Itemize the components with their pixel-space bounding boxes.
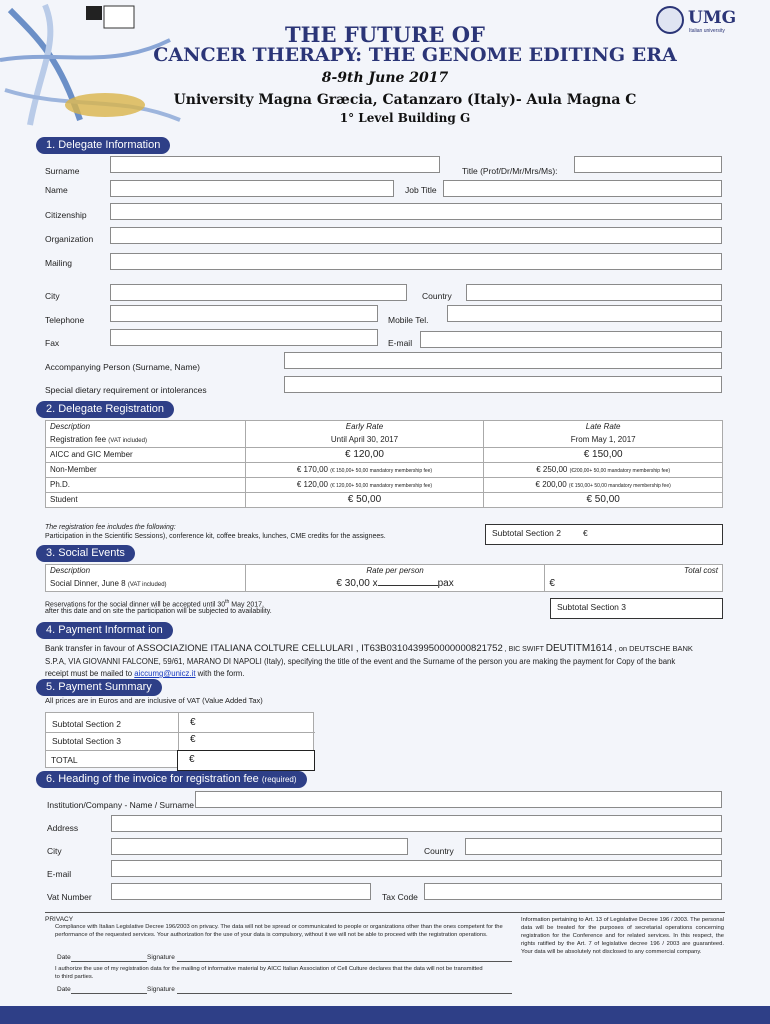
umg-seal-icon bbox=[656, 6, 684, 34]
institution-field[interactable] bbox=[195, 791, 722, 808]
section-3-heading: 3. Social Events bbox=[36, 545, 135, 562]
col-description: Description bbox=[46, 565, 246, 577]
row-label: AICC and GIC Member bbox=[46, 447, 246, 462]
fax-field[interactable] bbox=[110, 329, 378, 346]
citizenship-label: Citizenship bbox=[45, 210, 87, 220]
col-late-rate: Late Rate bbox=[484, 421, 723, 433]
name-label: Name bbox=[45, 185, 68, 195]
tax-code-field[interactable] bbox=[424, 883, 722, 900]
table-row bbox=[46, 492, 723, 507]
title-field[interactable] bbox=[574, 156, 722, 173]
total-value[interactable]: € bbox=[177, 750, 315, 771]
section-1-heading: 1. Delegate Information bbox=[36, 137, 170, 154]
early-price: € 120,00 bbox=[245, 447, 484, 462]
accompanying-label: Accompanying Person (Surname, Name) bbox=[45, 362, 200, 372]
table-row bbox=[46, 477, 723, 492]
fee-includes-text: Participation in the Scientific Sessions), conference kit, coffee breaks, lunches, CME credits for the assignees. bbox=[45, 533, 386, 540]
late-price: € 50,00 bbox=[484, 492, 723, 507]
name-field[interactable] bbox=[110, 180, 394, 197]
institution-label: Institution/Company - Name / Surname bbox=[47, 800, 194, 810]
event-dates: 8-9th June 2017 bbox=[321, 70, 449, 86]
accompanying-field[interactable] bbox=[284, 352, 722, 369]
col-rate-per-person: Rate per person bbox=[245, 565, 545, 577]
title-label: Title (Prof/Dr/Mr/Mrs/Ms): bbox=[462, 166, 558, 176]
dinner-cell: Social Dinner, June 8 (VAT included) bbox=[46, 576, 246, 591]
subtotal-section-2[interactable]: Subtotal Section 2 € bbox=[485, 524, 723, 545]
col-early-rate: Early Rate bbox=[245, 421, 484, 433]
section-2-heading: 2. Delegate Registration bbox=[36, 401, 174, 418]
row-label: Student bbox=[46, 492, 246, 507]
late-from: From May 1, 2017 bbox=[484, 432, 723, 447]
surname-field[interactable] bbox=[110, 156, 440, 173]
telephone-label: Telephone bbox=[45, 315, 85, 325]
privacy-text: Compliance with Italian Legislative Decree 196/2003 on privacy. The data will not be spread or communicated to people or organizations other than the ones competent for the performance of the requested services. Your authorization for the use of your data is compulsory, without it we will not be able to proceed with the registration operations. bbox=[55, 924, 503, 938]
fee-includes-title: The registration fee includes the following: bbox=[45, 524, 176, 531]
email-field[interactable] bbox=[420, 331, 722, 348]
invoice-city-field[interactable] bbox=[111, 838, 408, 855]
email-link[interactable]: aiccumg@unicz.it bbox=[134, 669, 196, 678]
fax-label: Fax bbox=[45, 338, 60, 348]
invoice-email-field[interactable] bbox=[111, 860, 722, 877]
dinner-rate[interactable]: € 30,00 x pax bbox=[245, 576, 545, 591]
payment-info-line-3: receipt must be mailed to aiccumg@unicz.it with the form. bbox=[45, 669, 245, 678]
col-description: Description bbox=[46, 421, 246, 433]
late-price: € 250,00 (€200,00+ 50,00 mandatory membership fee) bbox=[484, 462, 723, 477]
privacy-signature-label: Signature bbox=[147, 954, 175, 961]
privacy-title: PRIVACY bbox=[45, 916, 74, 923]
invoice-country-label: Country bbox=[424, 846, 454, 856]
country-label: Country bbox=[422, 291, 452, 301]
mobile-field[interactable] bbox=[447, 305, 722, 322]
privacy-info-right: Information pertaining to Art. 13 of Legislative Decree 196 / 2003. The personal data will be treated for the purposes of secretarial operations concerning registration for the Conference and for related services. In this respect, the rights ratified by the Art. 7 of legislative decree 196 / 2003 are guaranteed. Your data will be absolutely not disclosed to any commercial company. bbox=[521, 917, 724, 955]
sub2-label: Subtotal Section 2 bbox=[52, 719, 121, 729]
privacy-date-line[interactable] bbox=[71, 961, 147, 962]
consent-signature-line[interactable] bbox=[177, 993, 512, 994]
late-price: € 150,00 bbox=[484, 447, 723, 462]
venue: University Magna Græcia, Catanzaro (Italy)- Aula Magna C bbox=[173, 92, 637, 108]
tax-code-label: Tax Code bbox=[382, 892, 418, 902]
email-label: E-mail bbox=[388, 338, 413, 348]
dietary-field[interactable] bbox=[284, 376, 722, 393]
consent-signature-label: Signature bbox=[147, 986, 175, 993]
invoice-country-field[interactable] bbox=[465, 838, 722, 855]
invoice-city-label: City bbox=[47, 846, 62, 856]
address-label: Address bbox=[47, 823, 79, 833]
registration-table bbox=[45, 420, 723, 508]
reservation-note-2: after this date and on site the participation will be subjected to availability. bbox=[45, 608, 272, 615]
payment-info-line-2: S.P.A, VIA GIOVANNI FALCONE, 59/61, MARANO DI NAPOLI (Italy), specifying the title of the event and the Surname of the person you are making the payment for Copy of the bank bbox=[45, 657, 676, 666]
reg-fee-note: (VAT included) bbox=[108, 437, 147, 444]
section-6-heading: 6. Heading of the invoice for registration fee (required) bbox=[36, 771, 307, 788]
vat-field[interactable] bbox=[111, 883, 371, 900]
sub3-label: Subtotal Section 3 bbox=[52, 736, 121, 746]
vat-label: Vat Number bbox=[47, 892, 92, 902]
dietary-label: Special dietary requirement or intolerances bbox=[45, 385, 207, 395]
job-title-label: Job Title bbox=[405, 185, 437, 195]
reservation-note-1: Reservations for the social dinner will be accepted until 30th May 2017, bbox=[45, 599, 264, 609]
umg-logo-text: UMG bbox=[688, 8, 737, 28]
early-until: Until April 30, 2017 bbox=[245, 432, 484, 447]
privacy-date-label: Date bbox=[57, 954, 71, 961]
table-row bbox=[46, 576, 723, 591]
row-label: Ph.D. bbox=[46, 477, 246, 492]
title-line-2: CANCER THERAPY: THE GENOME EDITING ERA bbox=[153, 44, 677, 66]
privacy-signature-line[interactable] bbox=[177, 961, 512, 962]
job-title-field[interactable] bbox=[443, 180, 722, 197]
invoice-email-label: E-mail bbox=[47, 869, 72, 879]
section-5-heading: 5. Payment Summary bbox=[36, 679, 162, 696]
consent-date-line[interactable] bbox=[71, 993, 147, 994]
table-row bbox=[46, 447, 723, 462]
surname-label: Surname bbox=[45, 166, 80, 176]
city-label: City bbox=[45, 291, 60, 301]
consent-text: I authorize the use of my registration data for the mailing of informative material by AICC Italian Association of Cell Culture declares that the data will not be transmitted to third parties. bbox=[55, 966, 483, 980]
social-events-table bbox=[45, 564, 723, 592]
organization-label: Organization bbox=[45, 234, 94, 244]
early-price: € 120,00 (€ 120,00+ 50,00 mandatory membership fee) bbox=[245, 477, 484, 492]
table-row bbox=[46, 462, 723, 477]
mobile-label: Mobile Tel. bbox=[388, 315, 429, 325]
umg-subtitle: Italian university bbox=[689, 28, 725, 34]
late-price: € 200,00 (€ 150,00+ 50,00 mandatory membership fee) bbox=[484, 477, 723, 492]
reg-fee-cell bbox=[46, 432, 246, 447]
building: 1° Level Building G bbox=[339, 111, 471, 125]
row-label: Non-Member bbox=[46, 462, 246, 477]
early-price: € 50,00 bbox=[245, 492, 484, 507]
footer-bar bbox=[0, 1006, 770, 1024]
citizenship-field[interactable] bbox=[110, 203, 722, 220]
telephone-field[interactable] bbox=[110, 305, 378, 322]
dinner-total[interactable]: € bbox=[545, 576, 723, 591]
total-label: TOTAL bbox=[51, 755, 78, 765]
prices-note: All prices are in Euros and are inclusive of VAT (Value Added Tax) bbox=[45, 696, 263, 705]
col-total-cost: Total cost bbox=[545, 565, 723, 577]
payment-info-line-1: Bank transfer in favour of ASSOCIAZIONE ITALIANA COLTURE CELLULARI , IT63B0310439950000000821752 , BIC SWIFT DEUTITM1614 , on DEUTSCHE BANK bbox=[45, 643, 693, 654]
section-4-heading: 4. Payment Informat ion bbox=[36, 622, 173, 639]
title-line-1: THE FUTURE OF bbox=[285, 22, 485, 47]
sub3-value[interactable]: € bbox=[190, 734, 196, 745]
address-field[interactable] bbox=[111, 815, 722, 832]
sub2-value[interactable]: € bbox=[190, 717, 196, 728]
mailing-label: Mailing bbox=[45, 258, 72, 268]
organization-field[interactable] bbox=[110, 227, 722, 244]
country-field[interactable] bbox=[466, 284, 722, 301]
mailing-field[interactable] bbox=[110, 253, 722, 270]
city-field[interactable] bbox=[110, 284, 407, 301]
consent-date-label: Date bbox=[57, 986, 71, 993]
early-price: € 170,00 (€ 150,00+ 50,00 mandatory membership fee) bbox=[245, 462, 484, 477]
umg-logo bbox=[656, 6, 764, 38]
subtotal-section-3[interactable]: Subtotal Section 3 bbox=[550, 598, 723, 619]
reg-fee-label: Registration fee bbox=[50, 434, 107, 444]
